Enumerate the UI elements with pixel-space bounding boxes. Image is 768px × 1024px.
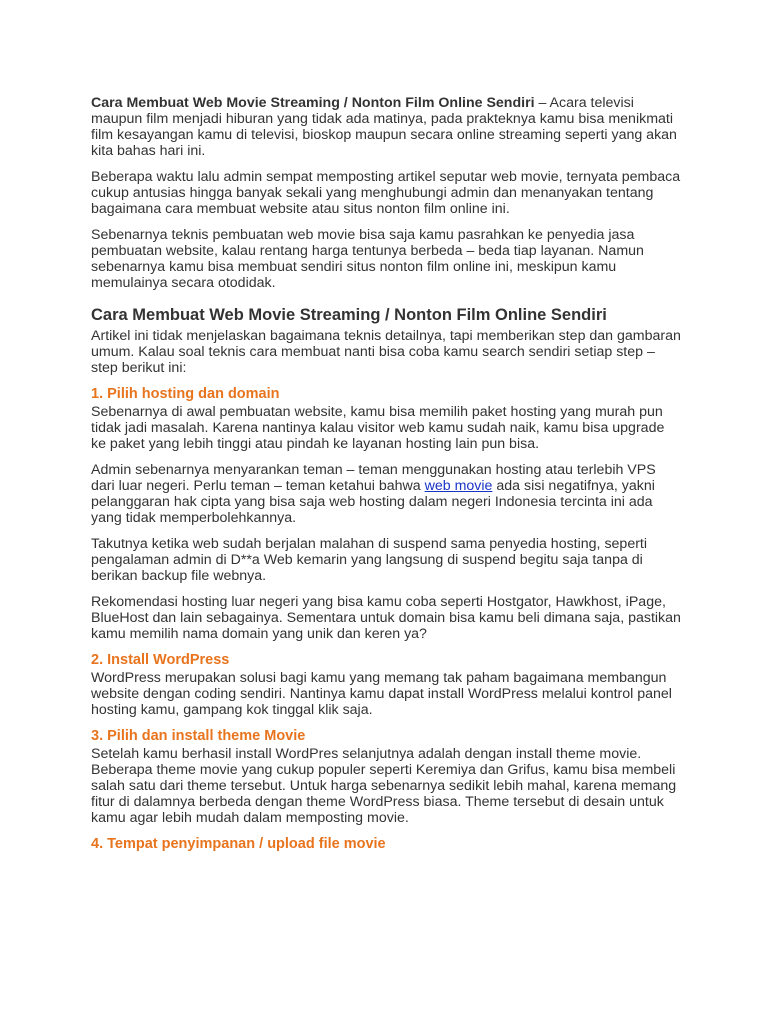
step-1-paragraph-4: Rekomendasi hosting luar negeri yang bisa kamu coba seperti Hostgator, Hawkhost, iPage, BlueHost dan lain sebagainya. Sementara untuk domain bisa kamu beli dimana saja, pastikan kamu memilih nama domain yang unik dan keren ya? (91, 594, 681, 642)
step-4-heading: 4. Tempat penyimpanan / upload file movie (91, 836, 386, 852)
web-movie-link[interactable]: web movie (424, 478, 493, 494)
step-1-paragraph-2 (91, 462, 681, 526)
step-1-heading: 1. Pilih hosting dan domain (91, 386, 280, 402)
step-1-paragraph-3: Takutnya ketika web sudah berjalan malahan di suspend sama penyedia hosting, seperti pengalaman admin di D**a Web kemarin yang langsung di suspend begitu saja tanpa di berikan backup file webnya. (91, 536, 648, 584)
step-2-paragraph-1: WordPress merupakan solusi bagi kamu yang memang tak paham bagaimana membangun website dengan coding sendiri. Nantinya kamu dapat install WordPress melalui kontrol panel hosting kamu, gampang kok tinggal klik saja. (91, 670, 672, 718)
intro-text: – Acara televisi maupun film menjadi hiburan yang tidak ada matinya, pada prakteknya kamu bisa menikmati film kesayangan kamu di televisi, bioskop maupun secara online streaming seperti yang akan kita bahas hari ini. (91, 95, 677, 159)
paragraph-3: Sebenarnya teknis pembuatan web movie bisa saja kamu pasrahkan ke penyedia jasa pembuatan website, kalau rentang harga tentunya berbeda – beda tiap layanan. Namun sebenarnya kamu bisa membuat sendiri situs nonton film online ini, meskipun kamu memulainya secara otodidak. (91, 227, 644, 291)
intro-paragraph (91, 95, 681, 159)
intro-bold-title: Cara Membuat Web Movie Streaming / Nonton Film Online Sendiri (91, 95, 535, 111)
step-2-heading: 2. Install WordPress (91, 652, 230, 668)
step-1-paragraph-1: Sebenarnya di awal pembuatan website, kamu bisa memilih paket hosting yang murah pun tidak jadi masalah. Karena nantinya kalau visitor web kamu sudah naik, kamu bisa upgrade ke paket yang lebih tinggi atau pindah ke layanan hosting lain pun bisa. (91, 404, 665, 452)
step-3-paragraph-1: Setelah kamu berhasil install WordPres selanjutnya adalah dengan install theme movie. Beberapa theme movie yang cukup populer seperti Keremiya dan Grifus, kamu bisa membeli salah satu dari theme tersebut. Untuk harga sebenarnya sedikit lebih mahal, karena memang fitur di dalamnya berbeda dengan theme WordPress biasa. Theme tersebut di desain untuk kamu agar lebih mudah dalam memposting movie. (91, 746, 677, 826)
section-intro: Artikel ini tidak menjelaskan bagaimana teknis detailnya, tapi memberikan step dan gambaran umum. Kalau soal teknis cara membuat nanti bisa coba kamu search sendiri setiap step – step berikut ini: (91, 328, 681, 376)
step-1-p2-before: Admin sebenarnya menyarankan teman – teman menggunakan hosting atau terlebih VPS dari luar negeri. Perlu teman – teman ketahui bahwa (91, 462, 656, 494)
step-3-heading: 3. Pilih dan install theme Movie (91, 728, 306, 744)
document-page (91, 95, 681, 854)
paragraph-2: Beberapa waktu lalu admin sempat memposting artikel seputar web movie, ternyata pembaca cukup antusias hingga banyak sekali yang menghubungi admin dan menanyakan tentang bagaimana cara membuat website atau situs nonton film online ini. (91, 169, 681, 217)
section-heading: Cara Membuat Web Movie Streaming / Nonton Film Online Sendiri (91, 306, 607, 324)
step-1-p2-after: ada sisi negatifnya, yakni pelanggaran hak cipta yang bisa saja web hosting dalam negeri Indonesia tercinta ini ada yang tidak memperbolehkannya. (91, 478, 655, 526)
